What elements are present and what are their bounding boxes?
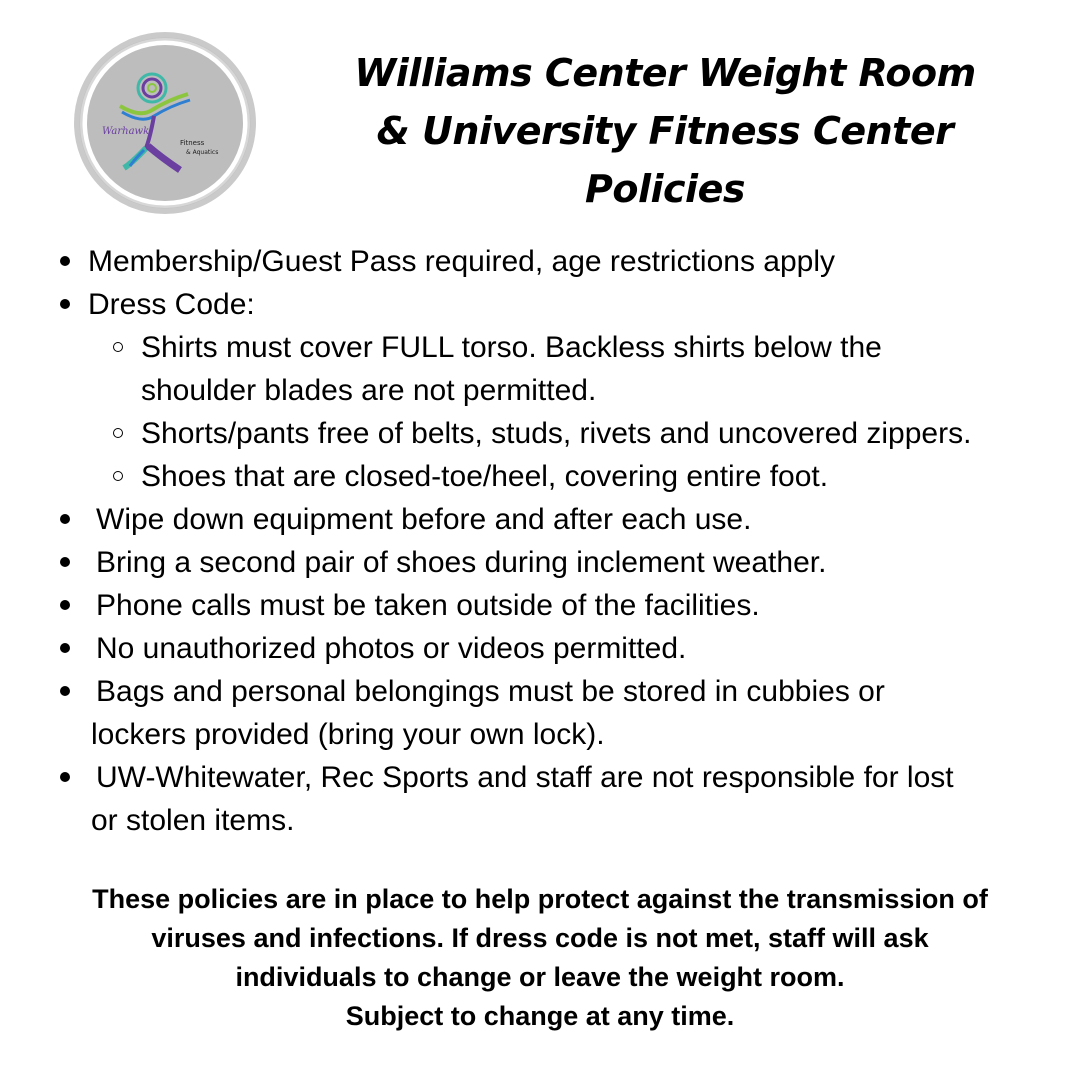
bullet-icon — [60, 514, 70, 524]
bullet-icon — [60, 772, 70, 782]
hollow-bullet-icon — [113, 471, 123, 481]
page-title — [330, 44, 1000, 218]
bullet-icon — [60, 299, 70, 309]
footer-line-1: These policies are in place to help protect against the transmission of — [92, 884, 988, 914]
footer-line-3: individuals to change or leave the weight room. — [235, 962, 845, 992]
hollow-bullet-icon — [113, 342, 123, 352]
logo — [70, 28, 260, 218]
bullet-icon — [60, 686, 70, 696]
hollow-bullet-icon — [113, 428, 123, 438]
title-line-3: Policies — [585, 167, 745, 211]
title-line-1: Williams Center Weight Room — [354, 51, 976, 95]
fitness-logo-icon — [70, 28, 260, 218]
bullet-icon — [60, 643, 70, 653]
bullet-icon — [60, 256, 70, 266]
svg-text:Warhawk: Warhawk — [102, 126, 150, 137]
title-line-2: & University Fitness Center — [376, 109, 954, 153]
svg-text:Fitness: Fitness — [180, 139, 205, 147]
svg-text:& Aquatics: & Aquatics — [186, 149, 219, 156]
footer-line-2: viruses and infections. If dress code is not met, staff will ask — [151, 923, 929, 953]
bullet-icon — [60, 557, 70, 567]
bullet-icon — [60, 600, 70, 610]
footer-line-4: Subject to change at any time. — [345, 1001, 735, 1031]
footer-note — [30, 880, 1050, 1036]
